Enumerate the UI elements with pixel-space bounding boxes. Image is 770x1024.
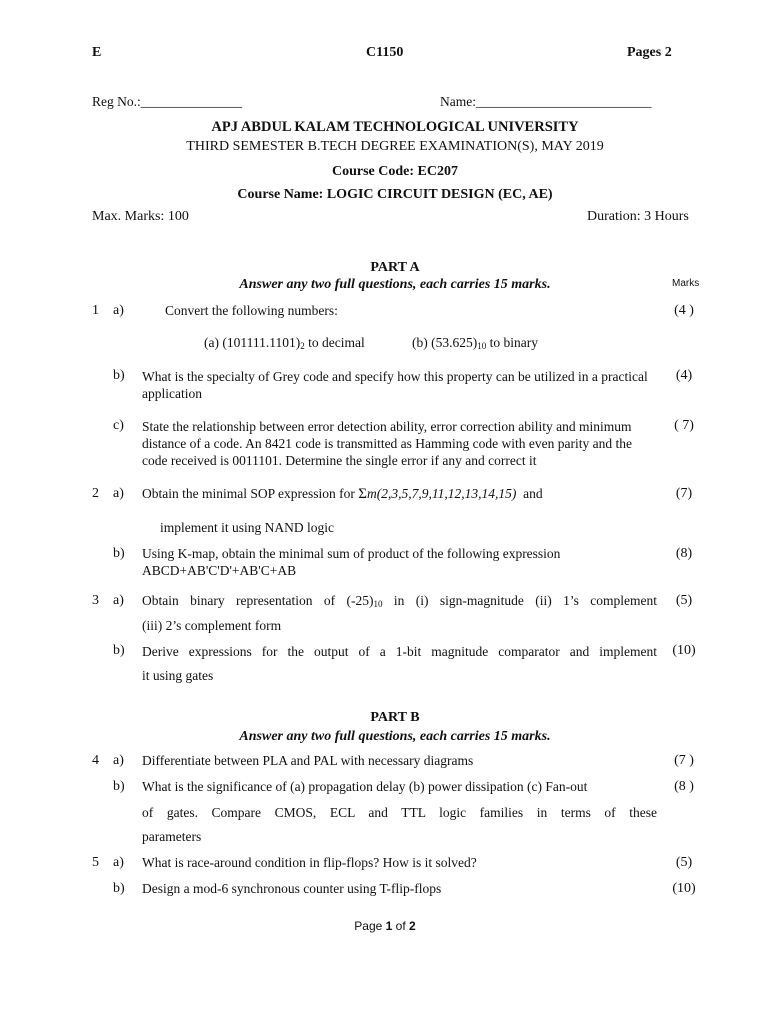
part-label: a) <box>113 303 124 318</box>
course-name: Course Name: LOGIC CIRCUIT DESIGN (EC, AE) <box>237 187 553 202</box>
q2b-text: Using K-map, obtain the minimal sum of product of the following expression <box>142 546 561 561</box>
q3a-text: Obtain binary representation of $(-25)_{10}$ in (i) sign-magnitude (ii) 1’s complement <box>142 593 657 609</box>
q3b-marks: (10) <box>672 643 696 658</box>
q3b-text: Derive expressions for the output of a 1-bit magnitude comparator and implement <box>142 644 657 659</box>
paper-code: C1150 <box>366 45 404 60</box>
q1c-marks: ( 7) <box>674 418 694 433</box>
part-label: b) <box>113 643 125 658</box>
part-label: a) <box>113 486 124 501</box>
part-label: a) <box>113 753 124 768</box>
page-footer: Page 1 of 2 <box>354 919 416 933</box>
part-label: b) <box>113 546 125 561</box>
q2b-marks: (8) <box>675 546 693 561</box>
q1a-sub2: (b) $(53.625)_{10}$ to binary <box>412 335 538 351</box>
question-number: 3 <box>92 593 99 608</box>
q3b-continuation: it using gates <box>142 668 214 683</box>
q1a-marks: (4 ) <box>674 303 694 318</box>
q2a-continuation: implement it using NAND logic <box>160 520 334 535</box>
part-b-title: PART B <box>370 710 420 725</box>
q4b-marks: (8 ) <box>674 779 694 794</box>
q2b-expression: ABCD+AB'C'D'+AB'C+AB <box>142 563 297 578</box>
q5b-text: Design a mod-6 synchronous counter using T-flip-flops <box>142 881 442 896</box>
part-label: b) <box>113 368 125 383</box>
page-count: Pages 2 <box>627 45 672 60</box>
q4b-line3: parameters <box>142 829 202 844</box>
q1a-text: Convert the following numbers: <box>165 303 338 318</box>
part-b-instruction: Answer any two full questions, each carries 15 marks. <box>239 729 551 744</box>
q4a-text: Differentiate between PLA and PAL with necessary diagrams <box>142 753 474 768</box>
name-field: Name:__________________________ <box>440 94 652 109</box>
reg-no-field: Reg No.:_______________ <box>92 94 242 109</box>
question-number: 1 <box>92 303 99 318</box>
part-a-title: PART A <box>370 260 420 275</box>
part-label: a) <box>113 855 124 870</box>
course-code: Course Code: EC207 <box>332 164 458 179</box>
set-code: E <box>92 45 102 60</box>
q1a-sub1: (a) $(101111.1101)_2$ to decimal <box>204 335 365 351</box>
sigma-symbol: Σ <box>358 486 367 502</box>
q5a-marks: (5) <box>675 855 693 870</box>
q3a-marks: (5) <box>675 593 693 608</box>
q5a-text: What is race-around condition in flip-flops? How is it solved? <box>142 855 477 870</box>
part-label: c) <box>113 418 124 433</box>
university-title: APJ ABDUL KALAM TECHNOLOGICAL UNIVERSITY <box>211 119 579 135</box>
question-number: 2 <box>92 486 99 501</box>
part-a-instruction: Answer any two full questions, each carries 15 marks. <box>239 277 551 292</box>
q2a-text: Obtain the minimal SOP expression for Σm(2,3,5,7,9,11,12,13,14,15) and <box>142 486 543 502</box>
question-number: 5 <box>92 855 99 870</box>
q3a-continuation: (iii) 2’s complement form <box>142 618 282 633</box>
part-label: a) <box>113 593 124 608</box>
question-number: 4 <box>92 753 99 768</box>
part-label: b) <box>113 881 125 896</box>
q1b-text: What is the specialty of Grey code and specify how this property can be utilized in a practical application <box>142 369 648 401</box>
part-label: b) <box>113 779 125 794</box>
q4b-line1: What is the significance of (a) propagation delay (b) power dissipation (c) Fan-out <box>142 779 588 794</box>
q2a-marks: (7) <box>675 486 693 501</box>
q1c-text: State the relationship between error detection ability, error correction ability and minimum distance of a code. An 8421 code is transmitted as Hamming code with even parity and the code received is 0011101. Determine the single error if any and correct it <box>142 419 632 468</box>
q4a-marks: (7 ) <box>674 753 694 768</box>
q5b-marks: (10) <box>672 881 696 896</box>
exam-title: THIRD SEMESTER B.TECH DEGREE EXAMINATION(S), MAY 2019 <box>186 139 604 154</box>
q1b-marks: (4) <box>675 368 693 383</box>
max-marks: Max. Marks: 100 <box>92 209 189 224</box>
q4b-line2: of gates. Compare CMOS, ECL and TTL logic families in terms of these <box>142 805 657 820</box>
duration: Duration: 3 Hours <box>587 209 689 224</box>
marks-label: Marks <box>672 278 700 289</box>
